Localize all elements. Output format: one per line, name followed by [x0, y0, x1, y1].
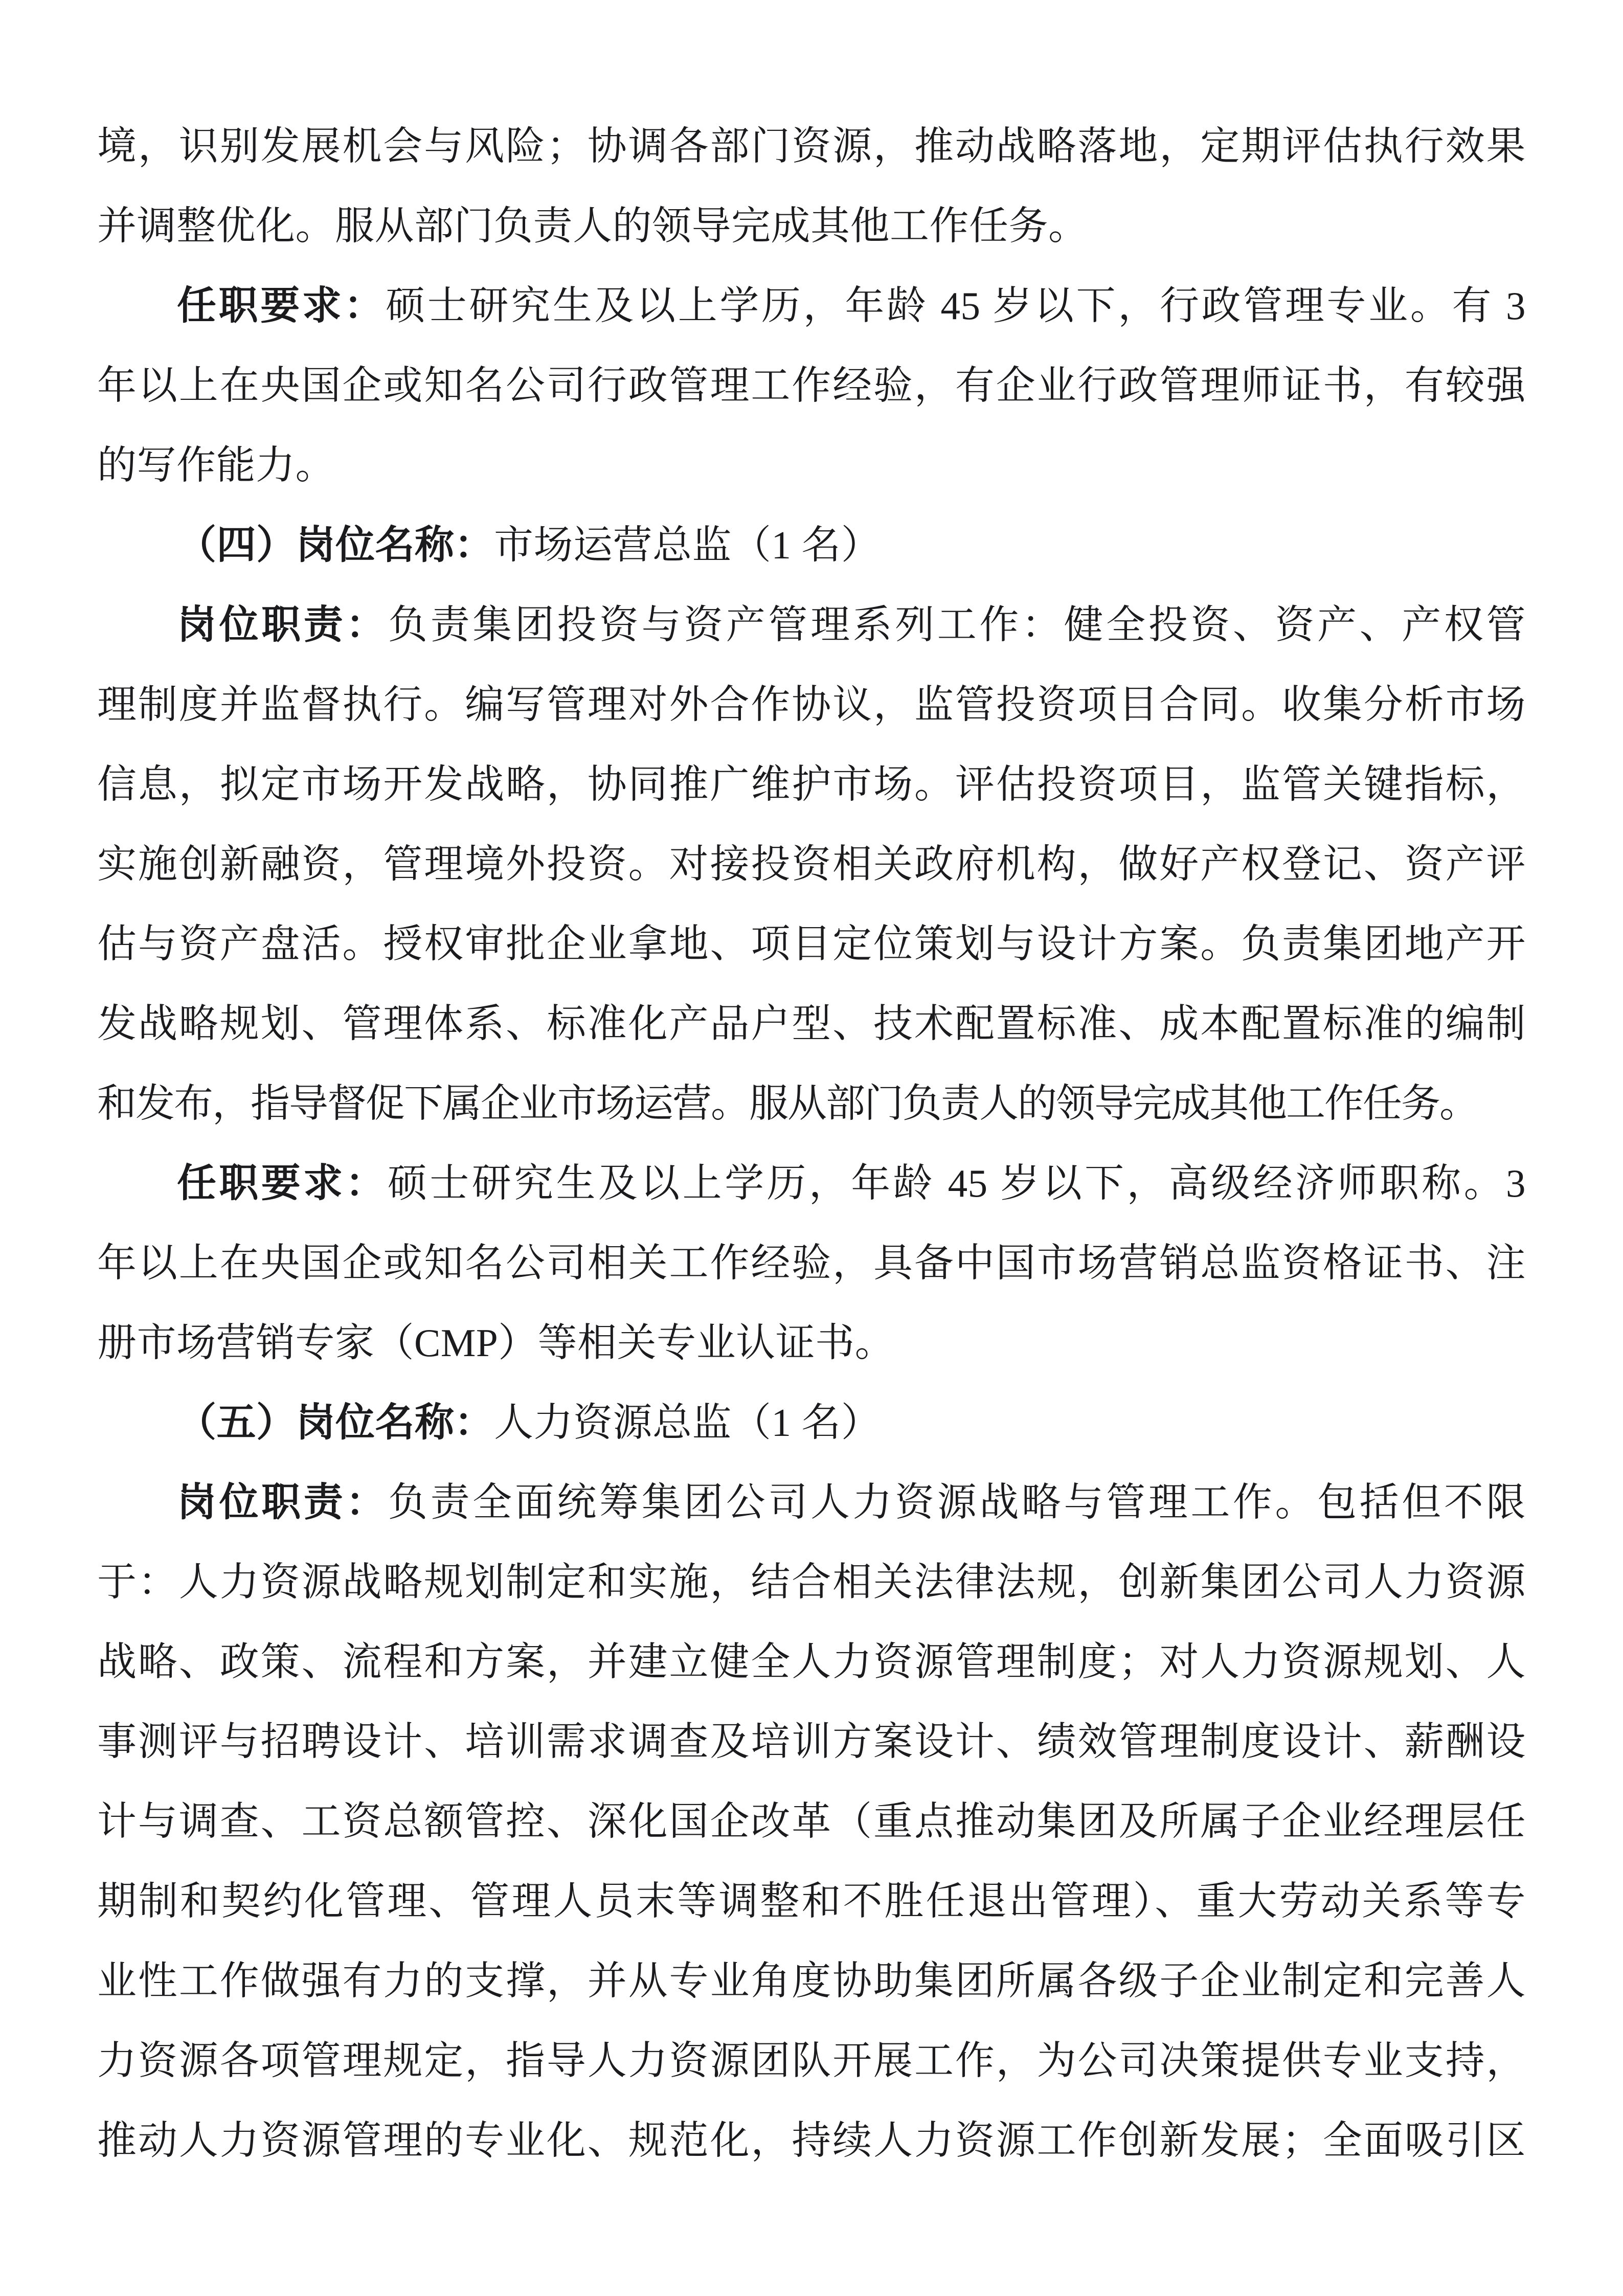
- text-line: [97, 186, 1526, 266]
- paragraph-lead-bold: 任职要求：: [177, 1161, 388, 1205]
- paragraph-text: 负责集团投资与资产管理系列工作：健全投资、资产、产权管: [388, 603, 1526, 647]
- text-line: [97, 1143, 1526, 1223]
- paragraph-text: 推动人力资源管理的专业化、规范化，持续人力资源工作创新发展；全面吸引区: [97, 2119, 1526, 2163]
- paragraph-text: 册市场营销专家（CMP）等相关专业认证书。: [97, 1321, 895, 1365]
- text-line: [97, 1303, 1526, 1383]
- text-line: [97, 1542, 1526, 1622]
- paragraph-text: 硕士研究生及以上学历，年龄 45 岁以下，行政管理专业。有 3: [386, 284, 1526, 328]
- paragraph-text: 业性工作做强有力的支撑，并从专业角度协助集团所属各级子企业制定和完善人: [97, 1959, 1526, 2003]
- text-line: [97, 425, 1526, 505]
- text-line: [97, 1383, 1526, 1462]
- paragraph-text: 负责全面统筹集团公司人力资源战略与管理工作。包括但不限: [388, 1480, 1526, 1524]
- text-line: [97, 1064, 1526, 1143]
- paragraph-lead-bold: 任职要求：: [177, 284, 386, 328]
- paragraph-text: 信息，拟定市场开发战略，协同推广维护市场。评估投资项目，监管关键指标，: [97, 762, 1526, 806]
- paragraph-text: 战略、政策、流程和方案，并建立健全人力资源管理制度；对人力资源规划、人: [97, 1640, 1526, 1684]
- paragraph-text: 年以上在央国企或知名公司行政管理工作经验，有企业行政管理师证书，有较强: [97, 364, 1526, 408]
- paragraph-lead-bold: 岗位职责：: [177, 603, 388, 647]
- paragraph-text: 理制度并监督执行。编写管理对外合作协议，监管投资项目合同。收集分析市场: [97, 683, 1526, 727]
- text-line: [97, 505, 1526, 585]
- paragraph-text: 市场运营总监（1 名）: [494, 523, 881, 567]
- paragraph-text: 硕士研究生及以上学历，年龄 45 岁以下，高级经济师职称。3: [387, 1161, 1526, 1205]
- paragraph-lead-bold: （四）岗位名称：: [177, 523, 494, 567]
- paragraph-text: 事测评与招聘设计、培训需求调查及培训方案设计、绩效管理制度设计、薪酬设: [97, 1720, 1526, 1764]
- text-line: [97, 1223, 1526, 1303]
- text-line: [97, 984, 1526, 1064]
- text-line: [97, 2101, 1526, 2180]
- text-line: [97, 745, 1526, 824]
- paragraph-text: 力资源各项管理规定，指导人力资源团队开展工作，为公司决策提供专业支持，: [97, 2039, 1526, 2083]
- text-line: [97, 266, 1526, 346]
- paragraph-lead-bold: 岗位职责：: [177, 1480, 388, 1524]
- text-line: [97, 1782, 1526, 1861]
- paragraph-text: 计与调查、工资总额管控、深化国企改革（重点推动集团及所属子企业经理层任: [97, 1799, 1526, 1843]
- paragraph-text: 于：人力资源战略规划制定和实施，结合相关法律法规，创新集团公司人力资源: [97, 1560, 1526, 1604]
- paragraph-text: 人力资源总监（1 名）: [494, 1401, 881, 1445]
- paragraph-text: 实施创新融资，管理境外投资。对接投资相关政府机构，做好产权登记、资产评: [97, 842, 1526, 886]
- text-line: [97, 1462, 1526, 1542]
- paragraph-text: 估与资产盘活。授权审批企业拿地、项目定位策划与设计方案。负责集团地产开: [97, 922, 1526, 966]
- paragraph-text: 和发布，指导督促下属企业市场运营。服从部门负责人的领导完成其他工作任务。: [97, 1082, 1478, 1126]
- text-line: [97, 2021, 1526, 2101]
- paragraph-lead-bold: （五）岗位名称：: [177, 1401, 494, 1445]
- text-line: [97, 1702, 1526, 1782]
- paragraph-text: 年以上在央国企或知名公司相关工作经验，具备中国市场营销总监资格证书、注: [97, 1241, 1526, 1285]
- paragraph-text: 期制和契约化管理、管理人员末等调整和不胜任退出管理）、重大劳动关系等专: [97, 1879, 1526, 1923]
- paragraph-text: 并调整优化。服从部门负责人的领导完成其他工作任务。: [97, 204, 1088, 248]
- paragraph-text: 的写作能力。: [97, 443, 335, 487]
- text-line: [97, 904, 1526, 984]
- text-line: [97, 585, 1526, 665]
- text-line: [97, 665, 1526, 745]
- text-line: [97, 346, 1526, 425]
- text-line: [97, 1861, 1526, 1941]
- paragraph-text: 发战略规划、管理体系、标准化产品户型、技术配置标准、成本配置标准的编制: [97, 1002, 1526, 1046]
- paragraph-text: 境，识别发展机会与风险；协调各部门资源，推动战略落地，定期评估执行效果: [97, 124, 1526, 168]
- text-line: [97, 106, 1526, 186]
- text-line: [97, 1941, 1526, 2021]
- text-line: [97, 1622, 1526, 1702]
- text-line: [97, 824, 1526, 904]
